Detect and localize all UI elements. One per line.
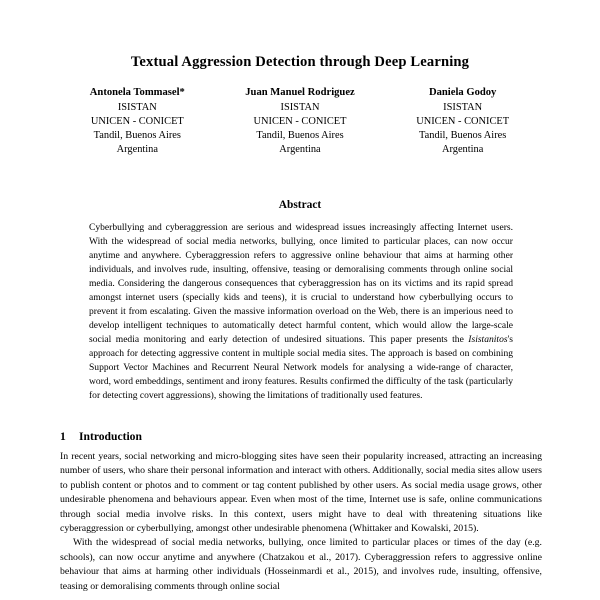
abstract-body (89, 221, 513, 403)
author-city: Tandil, Buenos Aires (419, 129, 507, 141)
abstract-italic-term: Isistanitos (468, 333, 508, 345)
abstract-text-part-2: 's approach for detecting aggressive content in multiple social media sites. The approach is based on combining Support Vector Machines and Recurrent Neural Network models for analysing a wide-range of character, word, word embeddings, sentiment and irony features. Results confirmed the difficulty of the task (particularly for detecting covert aggressions), showing the limitations of traditionally used features. (89, 333, 513, 401)
paragraph: With the widespread of social media networks, bullying, once limited to particular places or times of the day (e.g. schools), can now occur anytime and anywhere (Chatzakou et al., 2017). Cyberaggression refers to aggressive online behaviour that aims at harming other individuals (Hosseinmardi et al., 2015), and involves rude, insulting, offensive, teasing or demoralising comments through online social (60, 537, 542, 592)
author-institute: ISISTAN (280, 101, 320, 113)
section-body-introduction (60, 450, 542, 594)
section-heading-introduction (60, 430, 542, 443)
author-country: Argentina (116, 143, 158, 155)
page-title: Textual Aggression Detection through Deep Learning (130, 54, 470, 70)
author-name: Antonela Tommasel* (89, 87, 185, 98)
section-number: 1 (60, 430, 66, 443)
abstract-text-part-1: Cyberbullying and cyberaggression are serious and widespread issues increasingly affecting Internet users. With the widespread of social media networks, bullying, once limited to particular places, can now occur anytime and anywhere. Cyberaggression refers to aggressive online behaviour that aims at harming other individuals, and involves rude, insulting, offensive, teasing or demoralising comments through online social media. Considering the dangerous consequences that cyberaggression has on its victims and its rapid spread amongst internet users (specially kids and teens), it is crucial to understand how cyberbullying occurs to prevent it from escalating. Given the massive information overload on the Web, there is an imperious need to develop intelligent techniques to automatically detect harmful content, which would allow the large-scale social media monitoring and early detection of undesired situations. This paper presents the (89, 222, 513, 345)
author-name: Daniela Godoy (428, 87, 497, 98)
section-title: Introduction (79, 430, 142, 443)
abstract-heading: Abstract (278, 199, 322, 211)
author-country: Argentina (441, 143, 484, 155)
author-name: Juan Manuel Rodriguez (245, 87, 355, 98)
author-city: Tandil, Buenos Aires (256, 129, 344, 141)
author-institute: ISISTAN (443, 101, 483, 113)
author-institute: ISISTAN (117, 101, 157, 113)
author-affiliation: UNICEN - CONICET (416, 115, 510, 127)
author-affiliation: UNICEN - CONICET (90, 115, 184, 127)
paragraph: In recent years, social networking and micro-blogging sites have seen their popularity increased, attracting an increasing number of users, who share their personal information and interact with others. Additionally, social media sites allow users to publish content or photos and to comment or tag content published by other users. As social media usage grows, other undesirable phenomena and behaviours appear. Even when most of the time, Internet use is safe, online communications through social media involve risks. In this context, users might have to deal with threatening situations like cyberaggression or cyberbullying, amongst other undesirable phenomena (Whittaker and Kowalski, 2015). (60, 451, 542, 534)
author-city: Tandil, Buenos Aires (93, 129, 181, 141)
author-column (381, 86, 544, 156)
author-column (56, 86, 219, 156)
author-block (56, 86, 544, 156)
author-affiliation: UNICEN - CONICET (253, 115, 347, 127)
author-column (219, 86, 382, 156)
author-country: Argentina (279, 143, 321, 155)
